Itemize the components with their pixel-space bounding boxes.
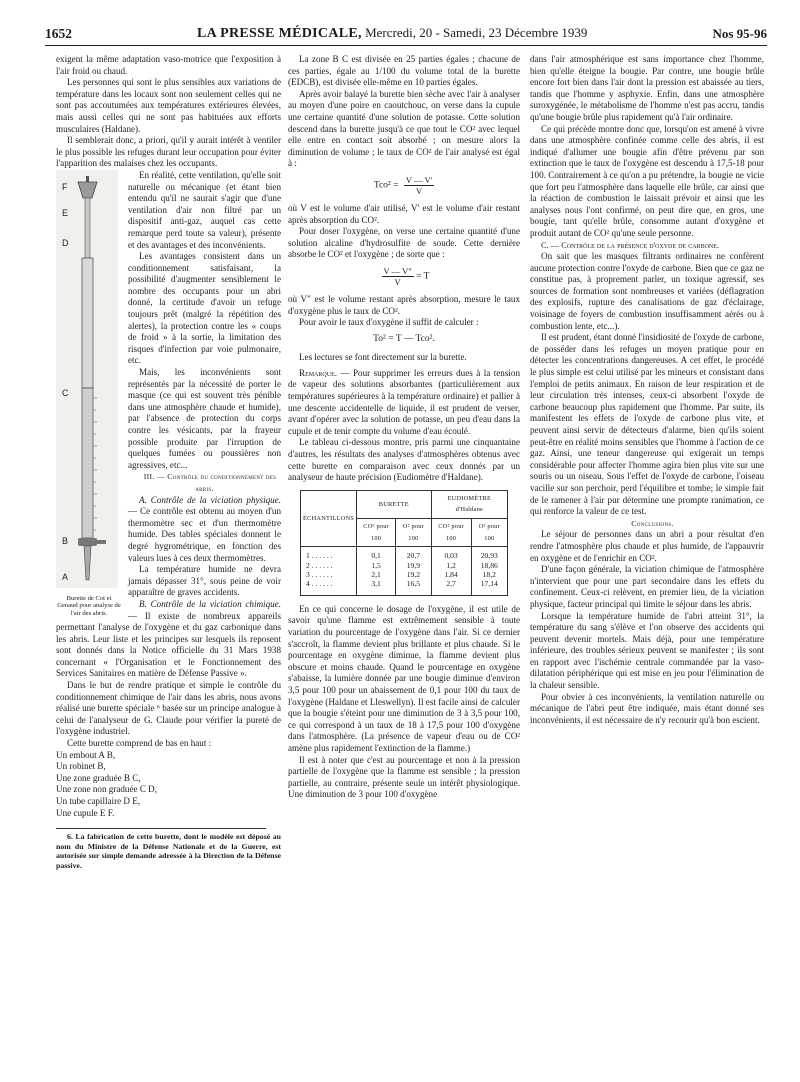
list-item: Un embout A B,: [56, 749, 116, 760]
paragraph: Les personnes qui sont le plus sensibles aux variations de température dans les locaux sont non seulement celles qui ne sont pas accoutumées aux températures extérieures élevées, mais aussi celles qui ne sont pas habituées aux efforts musculaires (Haldane).: [56, 77, 281, 134]
table-cell: 19,2: [406, 570, 421, 579]
paragraph: Après avoir balayé la burette bien sèche avec l'air à analyser au moyen d'une poire en caoutchouc, on verse dans la cupule une certaine quantité d'une solution de potasse. Cette solution descend dans la burette jusqu'à ce que tout le CO² avec lequel elle entre en contact soit absorbé ; on mesure alors la diminution de volume ; le taux de CO² de l'air analysé est égal à :: [288, 88, 520, 169]
formula-oxygen: To² = T — Tco².: [373, 333, 435, 344]
journal-title: [197, 25, 587, 42]
list-item: Une cupule E F.: [56, 807, 115, 818]
table-cell: 2,1: [371, 570, 381, 579]
column-1: [56, 54, 281, 871]
column-2: [288, 54, 520, 801]
paragraph: Il est à noter que c'est au pourcentage et non à la pression partielle de l'oxygène que la flamme est sensible ; la pression partielle, au contraire, présente seule un intérêt physiologique. Une diminution de 3 pour 100 d'oxygène: [288, 754, 520, 800]
column-burette-co2: [357, 547, 396, 596]
figure-caption: Burette de Cot et Genaud pour analyse de l'air des abris.: [57, 594, 121, 618]
figure-label-F: F: [62, 181, 68, 192]
table-cell: 1,2: [446, 560, 456, 570]
fraction: [382, 266, 414, 287]
paragraph: Ce qui précède montre donc que, lorsqu'on est amené à vivre dans une atmosphère confinée comme celle des abris, il est indiqué d'allumer une bougie afin d'être prévenu par son extinction que le taux de l'oxygène est descendu à 17,5-18 pour 100. Contrairement à ce qu'on a pu prétendre, la bougie ne vicie que fort peu l'atmosphère dans laquelle elle brûle, car ainsi que la réaction de combustion le laissait prévoir et ainsi que les analyses nous l'ont confirmé, on peut dire que, en gros, une bougie, tant qu'elle brûle, consomme autant d'oxygène et produit autant de CO² qu'une seule personne.: [530, 123, 764, 238]
subheader: CO² pour 100: [357, 519, 396, 547]
paragraph: Cette burette comprend de bas en haut :: [67, 738, 212, 749]
paragraph: En ce qui concerne le dosage de l'oxygène, il est utile de savoir qu'une flamme est extrêmement sensible à toute variation du pourcentage de l'oxygène dans l'air. Si ce dernier s'accroît, la flamme devient plus brillante et plus chaude. Si le pourcentage en oxygène diminue, la flamme devient plus obscure et moins chaude. Quand le pourcentage en oxygène s'abaisse, la lumière donnée par une bougie diminue d'environ 3,5 pour 100 pour un abaissement de 0,1 pour 100 du taux de l'oxygène (Haldane et Lleswellyn). Il est facile ainsi de calculer que la bougie s'éteint pour une diminution de 3 à 3,5 pour 100, ce qui correspond à un taux de 18 à 17,5 pour 100 d'oxygène dans l'atmosphère. (La présence de vapeur d'eau ou de CO² amène plus rapidement l'extinction de la flamme.): [288, 603, 520, 753]
subsection-title: A. Contrôle de la viciation physique.: [139, 494, 281, 505]
numerator: V — V': [405, 174, 433, 185]
list-item: Une zone non graduée C D,: [56, 784, 158, 795]
subsection-title: B. Contrôle de la viciation chimique.: [139, 598, 281, 609]
list-item: Un tube capillaire D E,: [56, 796, 141, 806]
footnote-divider: [56, 828, 266, 829]
denominator: V: [394, 276, 401, 287]
table-cell: 0,1: [371, 551, 381, 561]
paragraph: Pour obvier à ces inconvénients, la ventilation naturelle ou mécanique de l'abri peut être indiquée, mais étant donné ses inconvénients, il est nécessaire de n'y recourir qu'à bon escient.: [530, 691, 764, 725]
journal-name: LA PRESSE MÉDICALE,: [197, 26, 362, 41]
denominator: V: [415, 185, 423, 196]
paragraph: La température humide ne devra jamais dépasser 31°, sous peine de voir apparaître de graves accidents.: [128, 564, 281, 598]
table-cell: 2 . . . . . .: [306, 560, 333, 570]
subheader: O² pour 100: [396, 519, 431, 547]
paragraph-text: — Pour supprimer les erreurs dues à la tension de vapeur des solutions absorbantes (particulièrement aux températures supérieures à la température ordinaire) et pallier à une descente accidentelle de liquide, il est prudent de verser, avant d'opérer avec la solution de potasse, un peu d'eau dans la cupule et de tenir compte du volume d'eau écoulé.: [288, 367, 520, 436]
column-samples: [301, 547, 357, 596]
figure-label-C: C: [62, 387, 69, 398]
results-table: [300, 490, 508, 596]
paragraph: dans l'air atmosphérique est sans importance chez l'homme, bien qu'elle éteigne la bougie. Par contre, une bougie brûle encore fort bien dans l'air dont la pression est abaissée au tiers, tandis que l'homme y asphyxie. Enfin, dans une atmosphère suroxygénée, le métabolisme de l'homme n'est pas accru, tandis qu'une bougie brûle plus rapidement qu'à l'air ordinaire.: [530, 54, 764, 122]
header-eudiometer: EUDIOMÈTRE d'Haldane: [431, 490, 507, 518]
paragraph: Le séjour de personnes dans un abri a pour résultat d'en rendre l'atmosphère plus chaude et plus humide, de l'appauvrir en oxygène et de l'enrichir en CO².: [530, 529, 764, 563]
fraction: [404, 175, 434, 196]
paragraph: Il semblerait donc, a priori, qu'il y aurait intérêt à ventiler le plus possible les refuges durant leur occupation pour éviter l'apparition des malaises chez les occupants.: [56, 135, 281, 169]
footnote: 6. La fabrication de cette burette, dont le modèle est déposé au nom du Ministre de la Défense Nationale et de la Guerre, est autorisée sur simple demande adressée à la Direction de la Défense passive.: [56, 832, 281, 870]
table-cell: 16,5: [406, 579, 421, 589]
table-cell: 4 . . . . . .: [306, 579, 333, 589]
paragraph-text: — Ce contrôle est obtenu au moyen d'un thermomètre sec et d'un thermomètre humide. Des tables spéciales donnent le degré hygrométrique, en fonction des valeurs lues à ces deux thermomètres.: [128, 506, 281, 563]
table-body: [301, 547, 508, 596]
table-cell: 2,7: [446, 579, 456, 589]
section-heading: III. — Contrôle du conditionnement des abris.: [143, 472, 277, 493]
paragraph: En réalité, cette ventilation, qu'elle soit naturelle ou mécanique (et étant bien entendu qu'il ne saurait s'agir que d'une ventilation d'air non filtré par un dispositif anti-gaz, auquel cas cette remarque perd toute sa valeur), présente et des avantages et des inconvénients.: [128, 169, 281, 250]
paragraph: Les avantages consistent dans un conditionnement satisfaisant, la possibilité d'augmenter sensiblement le nombre des occupants pour un abri donné, la certitude d'avoir un refuge toujours prêt (malgré la répétition des alertes), la protection contre les « coups de froid » à la sortie, la limitation des risques d'infection par voie pulmonaire, etc.: [128, 251, 281, 366]
list-item: Un robinet B,: [56, 761, 106, 772]
table-cell: 1 . . . . . .: [306, 551, 333, 561]
section-heading: C. — Contrôle de la présence d'oxyde de carbone.: [541, 240, 719, 250]
paragraph-text: — Il existe de nombreux appareils permettant l'analyse de l'oxygène et du gaz carbonique dans les abris. Leur liste et les principes sur lesquels ils reposent sont donnés dans la Notice officielle du 31 Mars 1938 concernant « l'Organisation et le Fonctionnement des Services Sanitaires en matière de Défense Passive ».: [56, 610, 281, 679]
paragraph: On sait que les masques filtrants ordinaires ne confèrent aucune protection contre l'oxyde de carbone. Bien que ce gaz ne constitue pas, à proprement parler, un toxique agressif, ses sources de formation sont nombreuses et variées (déflagration des explosifs, rupture des canalisations de gaz d'éclairage, voisinage de foyers de combustion insuffisamment aérés ou à combustion lente, etc...).: [530, 251, 764, 331]
table-cell: 19,9: [406, 560, 421, 570]
figure: [56, 170, 122, 618]
paragraph: D'une façon générale, la viciation chimique de l'atmosphère n'intervient que pour une part secondaire dans les effets du confinement. Ceux-ci relèvent, en premier lieu, de la viciation physique, facteur principal qui limite le séjour dans les abris.: [530, 564, 764, 609]
formula-lhs: Tco² =: [373, 180, 399, 191]
paragraph: [288, 368, 520, 438]
paragraph: Mais, les inconvénients sont représentés par la nécessité de porter le masque (ce qui est souvent très pénible dans une atmosphère chaude et humide), par l'absence de protection du corps contre les vésicants, par la frayeur possible produite par l'irruption de quelques fumées ou poussières non agressives, etc...: [128, 367, 281, 470]
remark-title: Remarque.: [299, 367, 338, 378]
issue-number: Nos 95-96: [712, 26, 767, 41]
table-cell: 20,7: [406, 551, 421, 561]
burette-illustration: [56, 170, 118, 588]
column-burette-o2: [396, 547, 431, 596]
header-samples: ÉCHANTILLONS: [301, 490, 357, 546]
paragraph: La zone B C est divisée en 25 parties égales ; chacune de ces parties, égale au 1/100 du volume total de la burette (EDCB), est divisée elle-même en 10 parties égales.: [288, 54, 520, 88]
paragraph: exigent la même adaptation vaso-motrice que l'exposition à l'air froid ou chaud.: [56, 54, 281, 76]
list-item: Une zone graduée B C,: [56, 772, 141, 783]
formula-total: [288, 266, 520, 287]
table-cell: 18,2: [482, 570, 496, 579]
table-cell: 3 . . . . . .: [306, 570, 333, 579]
paragraph: Le tableau ci-dessous montre, pris parmi une cinquantaine d'autres, les résultats des analyses d'atmosphères obtenus avec cette burette en comparaison avec ceux donnés par un analyseur de haute précision (Eudiomètre d'Haldane).: [288, 437, 520, 483]
formula-rhs: = T: [416, 271, 430, 282]
table-cell: 3,1: [371, 579, 381, 589]
column-eudio-co2: [431, 547, 471, 596]
paragraph: Pour doser l'oxygène, on verse une certaine quantité d'une solution alcaline d'hydrosulfite de soude. Cette dernière absorbe le CO² et l'oxygène ; de sorte que :: [288, 226, 520, 260]
paragraph: où V" est le volume restant après absorption, mesure le taux d'oxygène plus le taux de CO².: [288, 293, 520, 316]
running-header: [45, 20, 767, 46]
issue-date: Mercredi, 20 - Samedi, 23 Décembre 1939: [365, 25, 588, 40]
subheader: O² pour 100: [471, 519, 507, 547]
table-cell: 18,86: [480, 560, 498, 570]
figure-label-D: D: [62, 237, 69, 248]
formula-co2: [288, 175, 520, 196]
table-cell: 0,03: [444, 551, 458, 561]
numerator: V — V": [383, 265, 412, 276]
table-cell: 20,93: [480, 551, 498, 561]
conclusions-heading: Conclusions.: [631, 518, 674, 528]
figure-label-A: A: [62, 571, 69, 582]
table-cell: 1,5: [371, 560, 381, 570]
subheader: CO² pour 100: [431, 519, 471, 547]
paragraph: Il est prudent, étant donné l'insidiosité de l'oxyde de carbone, de posséder dans les refuges un moyen pratique pour en détecter les concentrations dangereuses. A cet effet, le procédé le plus simple est celui utilisé par les mineurs et consistant dans l'emploi de petits animaux. En raison de leur respiration et de leur circulation très intenses, ceux-ci absorbent l'oxyde de carbone beaucoup plus rapidement que l'homme. Par suite, ils manifestent les effets de l'oxyde de carbone plus vite, et peuvent ainsi servir de détecteurs d'alarme, bien qu'ils soient peut-être en réalité moins sensibles que l'homme à l'action de ce gaz. Ainsi, une teneur dangereuse qui exigerait un temps considérable pour affecter l'homme agira bien plus vite sur une souris ou un oiseau. Sous l'effet de l'oxyde de carbone, l'oiseau vacille sur son perchoir, perd l'équilibre et tombe; le simple fait de le ramener à l'air pur détermine une prompte ranimation, ce qui renforce la valeur de ce test.: [530, 332, 764, 517]
paragraph: Pour avoir le taux d'oxygène il suffit de calculer :: [299, 317, 479, 328]
table-cell: 1,84: [444, 570, 458, 579]
figure-label-E: E: [62, 207, 69, 218]
column-3: [530, 54, 764, 726]
figure-label-B: B: [62, 535, 69, 546]
paragraph: Lorsque la température humide de l'abri atteint 31°, la température du sang s'élève et l'on observe des accidents qui peuvent devenir mortels. Mais déjà, pour une température inférieure, des troubles sérieux peuvent se manifester ; ils sont en rapport avec l'ischémie centrale commandée par la vaso-dilatation périphérique qui est mise en jeu pour l'élimination de la chaleur sensible.: [530, 610, 764, 691]
page-number: 1652: [45, 26, 72, 41]
header-burette: BURETTE: [357, 490, 432, 518]
paragraph: Les lectures se font directement sur la burette.: [299, 352, 467, 363]
paragraph: où V est le volume d'air utilisé, V' est le volume d'air restant après absorption du CO².: [288, 202, 520, 225]
column-eudio-o2: [471, 547, 507, 596]
table-cell: 17,14: [480, 579, 498, 589]
paragraph: Dans le but de rendre pratique et simple le contrôle du conditionnement chimique de l'air dans les abris, nous avons réalisé une burette spéciale ⁶ basée sur un principe analogue à celui de l'analyseur de G. Claude pour vérifier la pureté de l'oxygène industriel.: [56, 680, 281, 737]
